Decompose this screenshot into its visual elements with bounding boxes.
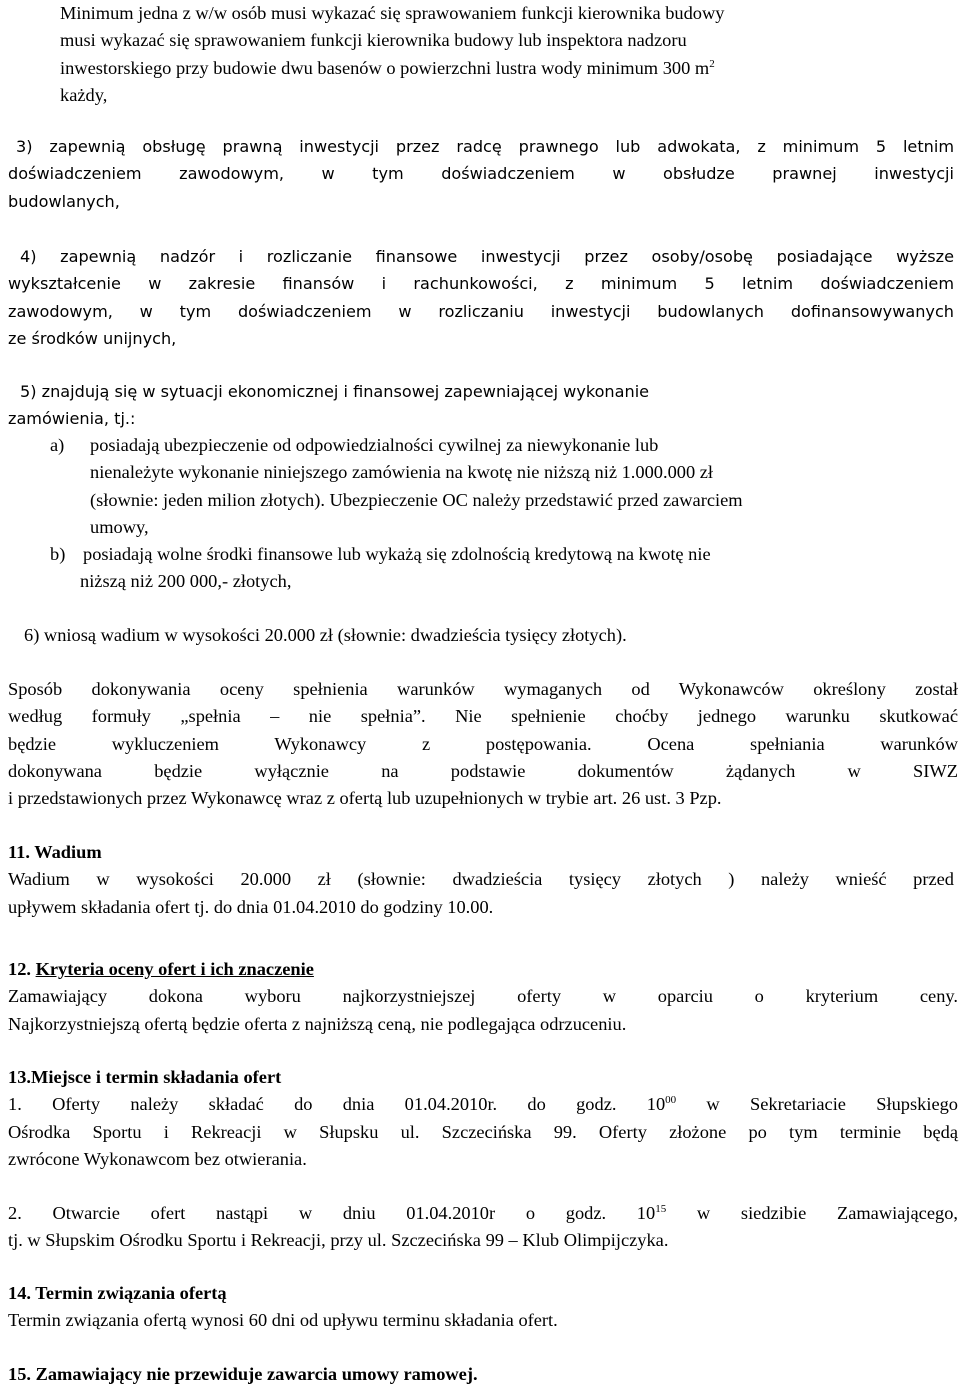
superscript-exponent: 2 bbox=[709, 57, 715, 70]
paragraph-line: Najkorzystniejszą ofertą będzie oferta z najniższą ceną, nie podlegająca odrzuceniu. bbox=[8, 1013, 627, 1034]
item-line: wykształcenie w zakresie finansów i rachunkowości, z minimum 5 letnim doświadczeniem bbox=[8, 274, 954, 294]
section-12 bbox=[8, 956, 958, 1038]
condition-item-6 bbox=[24, 622, 924, 649]
item-line: 3) zapewnią obsługę prawną inwestycji przez radcę prawnego lub adwokata, z minimum 5 letnim bbox=[16, 137, 954, 156]
intro-line: Minimum jedna z w/w osób musi wykazać się sprawowaniem funkcji kierownika budowy bbox=[60, 3, 725, 23]
section-15 bbox=[8, 1361, 958, 1388]
item-line: zawodowym, w tym doświadczeniem w rozliczaniu inwestycji budowlanych dofinansowywanych bbox=[8, 301, 954, 321]
superscript-minutes: 15 bbox=[655, 1203, 667, 1215]
offer-deadline-place: w Sekretariacie Słupskiego bbox=[676, 1094, 958, 1115]
opening-date-text: 2. Otwarcie ofert nastąpi w dniu 01.04.2010r o godz. 10 bbox=[8, 1203, 656, 1223]
section-number: 12. bbox=[8, 959, 36, 979]
intro-line bbox=[60, 55, 940, 82]
sub-item-line: (słownie: jeden milion złotych). Ubezpieczenie OC należy przedstawić przed zawarciem bbox=[90, 489, 743, 510]
paragraph-line: upływem składania ofert tj. do dnia 01.04.2010 do godziny 10.00. bbox=[8, 896, 494, 917]
section-title: Kryteria oceny ofert i ich znaczenie bbox=[35, 959, 314, 979]
sub-item-line: niższą niż 200 000,- złotych, bbox=[80, 571, 292, 592]
sub-item-label: a) bbox=[50, 435, 65, 455]
section-13 bbox=[8, 1064, 958, 1173]
section-11 bbox=[8, 839, 954, 921]
item-line: ze środków unijnych, bbox=[8, 328, 177, 348]
sub-item-label: b) bbox=[50, 544, 66, 564]
section-14 bbox=[8, 1280, 958, 1335]
intro-line-text: inwestorskiego przy budowie dwu basenów o powierzchni lustra wody minimum 300 m bbox=[60, 57, 710, 78]
item-line: budowlanych, bbox=[8, 191, 120, 211]
section-heading: 14. Termin związania ofertą bbox=[8, 1283, 227, 1303]
intro-line: musi wykazać się sprawowaniem funkcji kierownika budowy lub inspektora nadzoru bbox=[60, 30, 687, 51]
section-heading: 13.Miejsce i termin składania ofert bbox=[8, 1067, 282, 1087]
superscript-minutes: 00 bbox=[665, 1094, 677, 1107]
sub-item-line: umowy, bbox=[90, 516, 149, 537]
sub-item-b bbox=[50, 541, 910, 596]
paragraph-line: Termin związania ofertą wynosi 60 dni od upływu terminu składania ofert. bbox=[8, 1310, 558, 1331]
condition-item-3 bbox=[8, 133, 954, 211]
assessment-paragraph bbox=[8, 676, 958, 812]
paragraph-line: tj. w Słupskim Ośrodku Sportu i Rekreacji, przy ul. Szczecińska 99 – Klub Olimpijczyka. bbox=[8, 1230, 669, 1251]
paragraph-line: zwrócone Wykonawcom bez otwierania. bbox=[8, 1148, 307, 1169]
section-heading: 15. Zamawiający nie przewiduje zawarcia umowy ramowej. bbox=[8, 1364, 478, 1384]
sub-item-text: posiadają wolne środki finansowe lub wykażą się zdolnością kredytową na kwotę nie bbox=[83, 544, 711, 564]
sub-item-line: nienależyte wykonanie niniejszego zamówienia na kwotę nie niższą niż 1.000.000 zł bbox=[90, 462, 714, 483]
paragraph-line: dokonywana będzie wyłącznie na podstawie dokumentów żądanych w SIWZ bbox=[8, 760, 958, 781]
item-line: 4) zapewnią nadzór i rozliczanie finansowe inwestycji przez osoby/osobę posiadające wyższe bbox=[20, 247, 954, 266]
intro-line: każdy, bbox=[60, 84, 108, 105]
offer-deadline-text: 1. Oferty należy składać do dnia 01.04.2010r. do godz. 10 bbox=[8, 1094, 666, 1115]
paragraph-line: będzie wykluczeniem Wykonawcy z postępowania. Ocena spełniania warunków bbox=[8, 733, 958, 754]
condition-item-5 bbox=[8, 378, 838, 429]
paragraph-line bbox=[8, 1200, 958, 1227]
section-heading: 11. Wadium bbox=[8, 842, 102, 862]
item-line: doświadczeniem zawodowym, w tym doświadczeniem w obsłudze prawnej inwestycji bbox=[8, 164, 954, 184]
section-13-opening bbox=[8, 1200, 958, 1255]
paragraph-line: Ośrodka Sportu i Rekreacji w Słupsku ul. Szczecińska 99. Oferty złożone po tym terminie będą bbox=[8, 1121, 958, 1142]
item-line: 6) wniosą wadium w wysokości 20.000 zł (słownie: dwadzieścia tysięcy złotych). bbox=[24, 625, 627, 645]
item-line: zamówienia, tj.: bbox=[8, 409, 136, 429]
paragraph-line: Wadium w wysokości 20.000 zł (słownie: dwadzieścia tysięcy złotych ) należy wnieść przed bbox=[8, 869, 954, 890]
paragraph-line: Sposób dokonywania oceny spełnienia warunków wymaganych od Wykonawców określony został bbox=[8, 679, 958, 699]
sub-item-line bbox=[50, 432, 910, 459]
item-line: 5) znajdują się w sytuacji ekonomicznej i finansowej zapewniającej wykonanie bbox=[20, 382, 650, 401]
paragraph-line: według formuły „spełnia – nie spełnia”. Nie spełnienie choćby jednego warunku skutkować bbox=[8, 706, 958, 727]
intro-paragraph bbox=[60, 0, 940, 109]
opening-place: w siedzibie Zamawiającego, bbox=[666, 1203, 958, 1223]
condition-item-4 bbox=[8, 243, 954, 348]
paragraph-line: i przedstawionych przez Wykonawcę wraz z ofertą lub uzupełnionych w trybie art. 26 ust. 3 Pzp. bbox=[8, 788, 722, 809]
paragraph-line bbox=[8, 1091, 958, 1118]
paragraph-line: Zamawiający dokona wyboru najkorzystniejszej oferty w oparciu o kryterium ceny. bbox=[8, 986, 958, 1007]
section-heading bbox=[8, 956, 958, 983]
sub-item-line bbox=[50, 541, 910, 568]
sub-item-text: posiadają ubezpieczenie od odpowiedzialności cywilnej za niewykonanie lub bbox=[90, 435, 659, 455]
sub-item-a bbox=[50, 432, 910, 541]
